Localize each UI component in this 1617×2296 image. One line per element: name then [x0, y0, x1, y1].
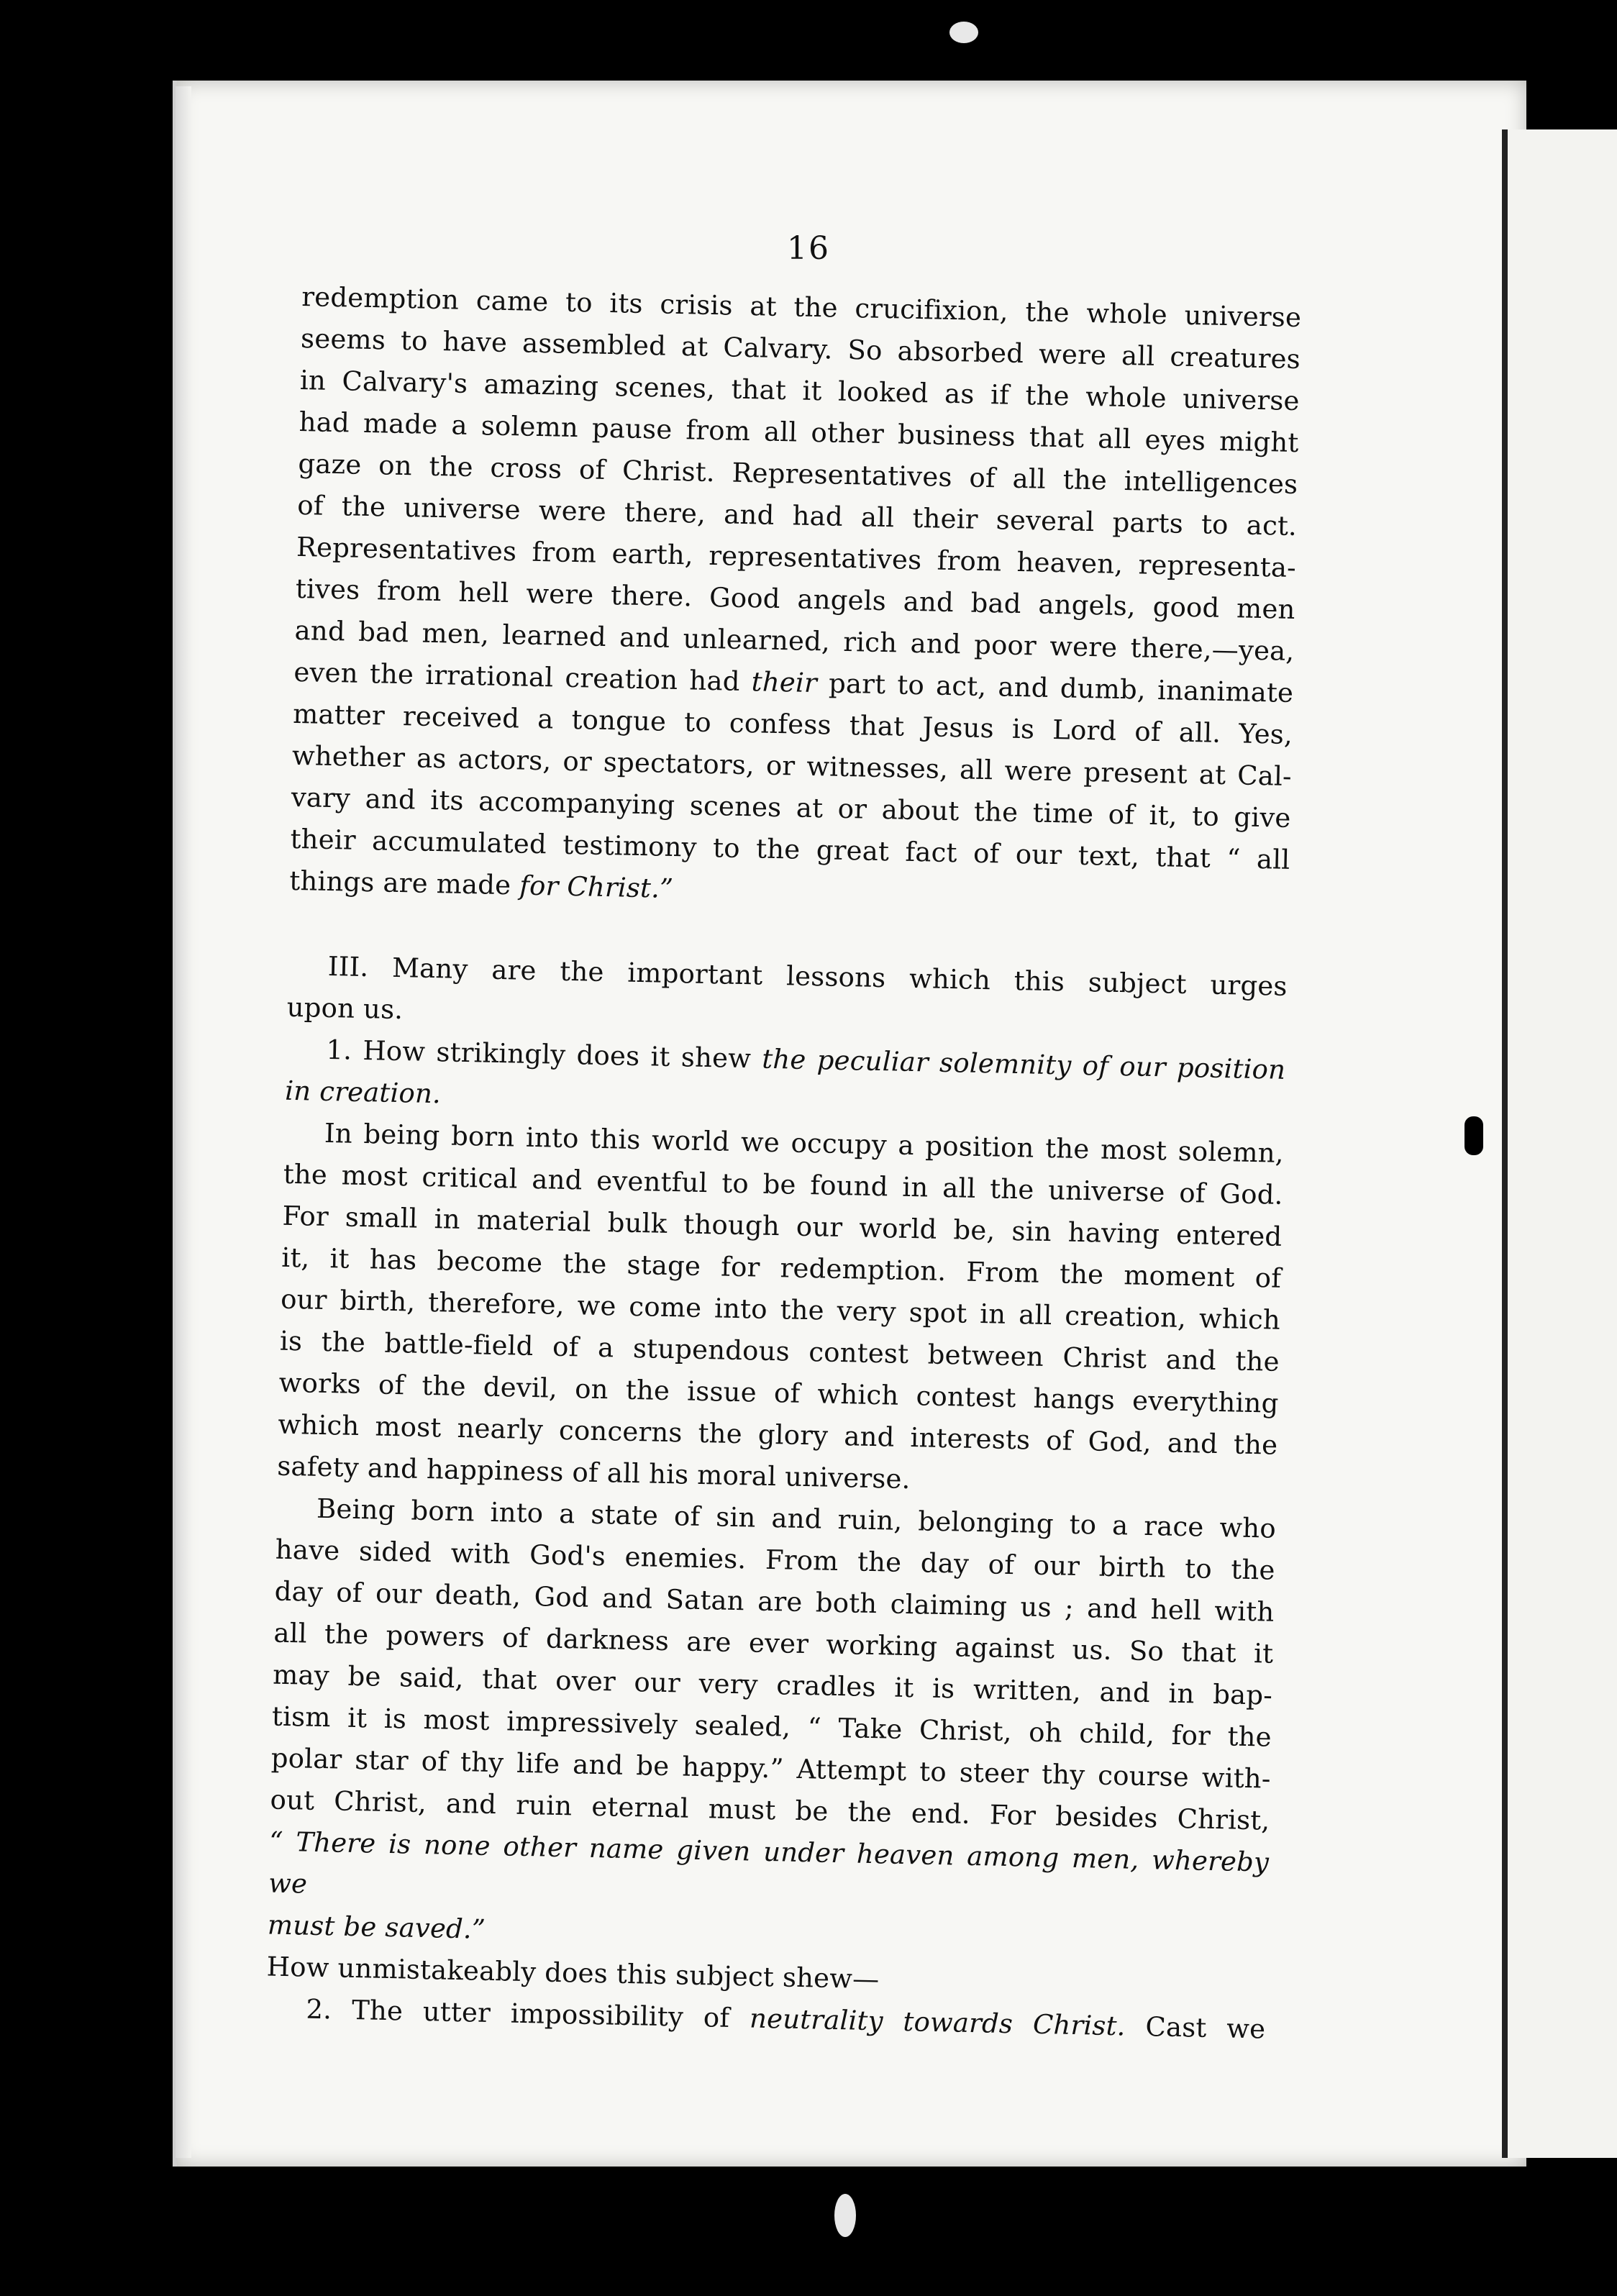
text-line: all the powers of darkness are ever working against us. So that it — [273, 1617, 1274, 1669]
scan-speck — [949, 22, 978, 43]
adjacent-page-edge — [1502, 129, 1617, 2158]
text-line: and bad men, learned and unlearned, rich and poor were there,—yea, — [294, 614, 1295, 667]
emphasis: “ There is none other name given under heaven among men, whereby we — [268, 1826, 1270, 1900]
text-line: in Calvary's amazing scenes, that it looked as if the whole universe — [299, 364, 1301, 417]
binding-mark — [1465, 1116, 1483, 1155]
text-line: matter received a tongue to confess that Jesus is Lord of all. Yes, — [292, 698, 1293, 750]
text-line: redemption came to its crisis at the crucifixion, the whole universe — [301, 281, 1302, 334]
text-line: have sided with God's enemies. From the day of our birth to the — [275, 1534, 1276, 1586]
text-line: In being born into this world we occupy a position the most solemn, — [324, 1117, 1285, 1169]
emphasis: the peculiar solemnity of our position — [761, 1043, 1286, 1085]
scan-speck — [834, 2194, 856, 2237]
text-line: Being born into a state of sin and ruin, belonging to a race who — [316, 1493, 1277, 1544]
text-line: tism it is most impressively sealed, “ Take Christ, oh child, for the — [271, 1700, 1272, 1753]
text-line: the most critical and eventful to be found in all the universe of God. — [283, 1158, 1283, 1211]
text-line: tives from hell were there. Good angels and bad angels, good men — [295, 573, 1296, 626]
text-run: 2. The utter impossibility of — [306, 1993, 750, 2034]
text-line: day of our death, God and Satan are both claiming us ; and hell with — [274, 1575, 1275, 1628]
text-run: Cast we — [1125, 2010, 1266, 2045]
text-line: is the battle-field of a stupendous contest between Christ and the — [279, 1325, 1280, 1377]
text-line: which most nearly concerns the glory and interests of God, and the — [278, 1408, 1278, 1461]
text-line: may be said, that over our very cradles it is written, and in bap- — [272, 1659, 1273, 1711]
text-line: works of the devil, on the issue of which contest hangs everything — [278, 1367, 1279, 1419]
text-line: of the universe were there, and had all their several parts to act. — [296, 489, 1298, 542]
text-line: safety and happiness of all his moral universe. — [276, 1450, 911, 1495]
section-heading-line: III. Many are the important lessons which this subject urges — [327, 950, 1288, 1002]
page-edge — [176, 86, 191, 2158]
text-run: even the irrational creation had — [293, 656, 752, 698]
page-body — [265, 276, 1302, 2051]
text-run: 1. How strikingly does it shew — [326, 1034, 762, 1075]
text-line: upon us. — [286, 991, 404, 1026]
emphasis: must be saved.” — [267, 1909, 486, 1945]
text-line: gaze on the cross of Christ. Representatives of all the intelligences — [298, 447, 1298, 501]
emphasis: neutrality towards Christ. — [749, 2003, 1126, 2042]
emphasis: for Christ.” — [519, 870, 674, 904]
text-line: our birth, therefore, we come into the very spot in all creation, which — [280, 1283, 1281, 1336]
text-line: vary and its accompanying scenes at or about the time of it, to give — [291, 781, 1291, 834]
emphasis: their — [751, 666, 818, 699]
page-number: 16 — [787, 230, 830, 267]
text-line: their accumulated testimony to the great fact of our text, that “ all — [290, 823, 1290, 875]
text-line: For small in material bulk though our world be, sin having entered — [282, 1200, 1283, 1252]
text-line: Representatives from earth, representatives from heaven, representa- — [296, 531, 1297, 584]
text-line: out Christ, and ruin eternal must be the end. For besides Christ, — [270, 1784, 1270, 1836]
emphasis: in creation. — [284, 1075, 442, 1110]
text-run: things are made — [288, 865, 520, 901]
text-line: had made a solemn pause from all other business that all eyes might — [299, 406, 1299, 459]
text-line: polar star of thy life and be happy.” Attempt to steer thy course with- — [270, 1742, 1271, 1795]
text-line: How unmistakeably does this subject shew— — [266, 1951, 880, 1995]
text-line: seems to have assembled at Calvary. So absorbed were all creatures — [300, 322, 1301, 375]
text-line: it, it has become the stage for redemption. From the moment of — [281, 1242, 1282, 1294]
text-line: whether as actors, or spectators, or witnesses, all were present at Cal- — [291, 739, 1293, 792]
text-run: part to act, and dumb, inanimate — [816, 668, 1294, 709]
